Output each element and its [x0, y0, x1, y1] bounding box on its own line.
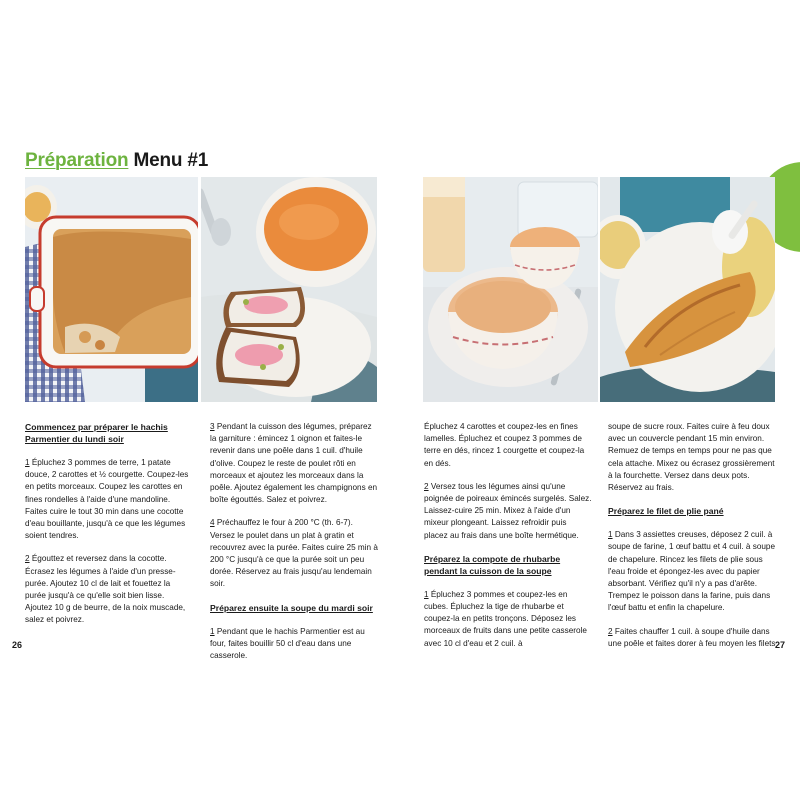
text-column-1 — [25, 421, 193, 638]
recipe-step — [424, 481, 592, 542]
step-text: Faites chauffer 1 cuil. à soupe d'huile dans une poêle et faites dorer à feu moyen les filets — [608, 626, 776, 648]
recipe-step — [25, 553, 193, 626]
photo-hachis-parmentier — [25, 177, 198, 402]
recipe-text — [424, 421, 592, 470]
recipe-step — [25, 457, 193, 542]
step-text: Épluchez 4 carottes et coupez-les en fines lamelles. Épluchez et coupez 3 pommes de terre en dés, rincez 1 courgette et coupez-la en dés. — [424, 422, 585, 468]
page-title — [25, 150, 208, 172]
step-text: Épluchez 3 pommes de terre, 1 patate douce, 2 carottes et ½ courgette. Coupez-les en petits morceaux. Coupez les carottes en fines rondelles à l'aide d'une mandoline. Faites cuire le tout 30 min dans une cocotte d'eau bouillante, jusqu'à ce que les légumes soient tendres. — [25, 458, 189, 541]
text-column-4 — [608, 421, 776, 661]
step-text: Pendant que le hachis Parmentier est au four, faites bouillir 50 cl d'eau dans une casserole. — [210, 626, 365, 661]
step-text: Égouttez et reversez dans la cocotte. Écrasez les légumes à l'aide d'un presse-purée. Ajoutez 10 cl de lait et fouettez la purée jusqu'à ce qu'elle soit bien lisse. Ajoutez 10 g de beurre, de la noix muscade, salez et poivrez. — [25, 554, 186, 625]
recipe-step — [210, 517, 378, 590]
title-menu: Menu #1 — [133, 150, 209, 171]
step-number: 1 — [210, 626, 215, 636]
recipe-step — [608, 626, 776, 650]
step-number: 2 — [608, 626, 613, 636]
step-text: Versez tous les légumes ainsi qu'une poignée de poireaux émincés surgelés. Salez. Laissez-cuire 25 min. Mixez à l'aide d'un mixeur plongeant. Laissez refroidir puis placez au frais dans une boîte hermétique. — [424, 481, 592, 540]
page-number-right: 27 — [775, 640, 786, 650]
recipe-step — [608, 529, 776, 614]
recipe-step — [210, 626, 378, 663]
step-number: 1 — [25, 458, 30, 467]
section-heading: Préparez ensuite la soupe du mardi soir — [210, 602, 373, 613]
step-number: 2 — [25, 554, 30, 564]
photo-soupe-tartines — [201, 177, 377, 402]
photo-filet-plie-pane — [600, 177, 775, 402]
step-text: Épluchez 3 pommes et coupez-les en cubes. Épluchez la tige de rhubarbe et coupez-la en petits tronçons. Déposez les morceaux de fruits dans une petite casserole avec 10 cl d'eau et 2 cuil. à — [424, 589, 587, 648]
step-number: 1 — [608, 530, 613, 540]
step-text: Dans 3 assiettes creuses, déposez 2 cuil. à soupe de farine, 1 œuf battu et 4 cuil. à soupe de chapelure. Rincez les filets de plie sous l'eau froide et épongez-les avec du papier absorbant. Vérifiez qu'il n'y a pas d'arête. Trempez le poisson dans la farine, puis dans l'œuf battu et enfin la chapelure. — [608, 530, 776, 613]
text-column-3 — [424, 421, 592, 661]
step-number: 2 — [424, 481, 429, 491]
step-number: 4 — [210, 518, 215, 528]
section-heading: Préparez le filet de plie pané — [608, 506, 724, 517]
recipe-step — [210, 421, 378, 506]
title-preparation: Préparation — [25, 150, 129, 171]
recipe-step — [424, 589, 592, 650]
section-heading: Commencez par préparer le hachis Parmentier du lundi soir — [25, 422, 168, 444]
section-heading: Préparez la compote de rhubarbe pendant la cuisson de la soupe — [424, 553, 561, 576]
page-number-left: 26 — [12, 640, 23, 650]
step-number: 3 — [210, 422, 215, 431]
step-number: 1 — [424, 589, 429, 599]
photo-compote-rhubarbe — [423, 177, 598, 402]
step-text: Préchauffez le four à 200 °C (th. 6-7). Versez le poulet dans un plat à gratin et recouvrez avec la purée. Faites cuire 25 min à 200 °C jusqu'à ce que la purée soit un peu dorée. Réservez au frais jusqu'au lendemain soir. — [210, 518, 378, 589]
recipe-text — [608, 421, 776, 494]
step-text: soupe de sucre roux. Faites cuire à feu doux avec un couvercle pendant 15 min environ. Remuez de temps en temps pour ne pas que cela attache. Mixez ou écrasez grossièrement à la fourchette. Versez dans deux pots. Réservez au frais. — [608, 422, 775, 493]
text-column-2 — [210, 421, 378, 673]
step-text: Pendant la cuisson des légumes, préparez la garniture : émincez 1 oignon et faites-le revenir dans une poêle dans 1 cuil. d'huile d'olive. Coupez le reste de poulet rôti en morceaux et ajoutez les morceaux dans la poêle. Ajoutez également les champignons en boîte égouttés. Salez et poivrez. — [210, 422, 378, 505]
